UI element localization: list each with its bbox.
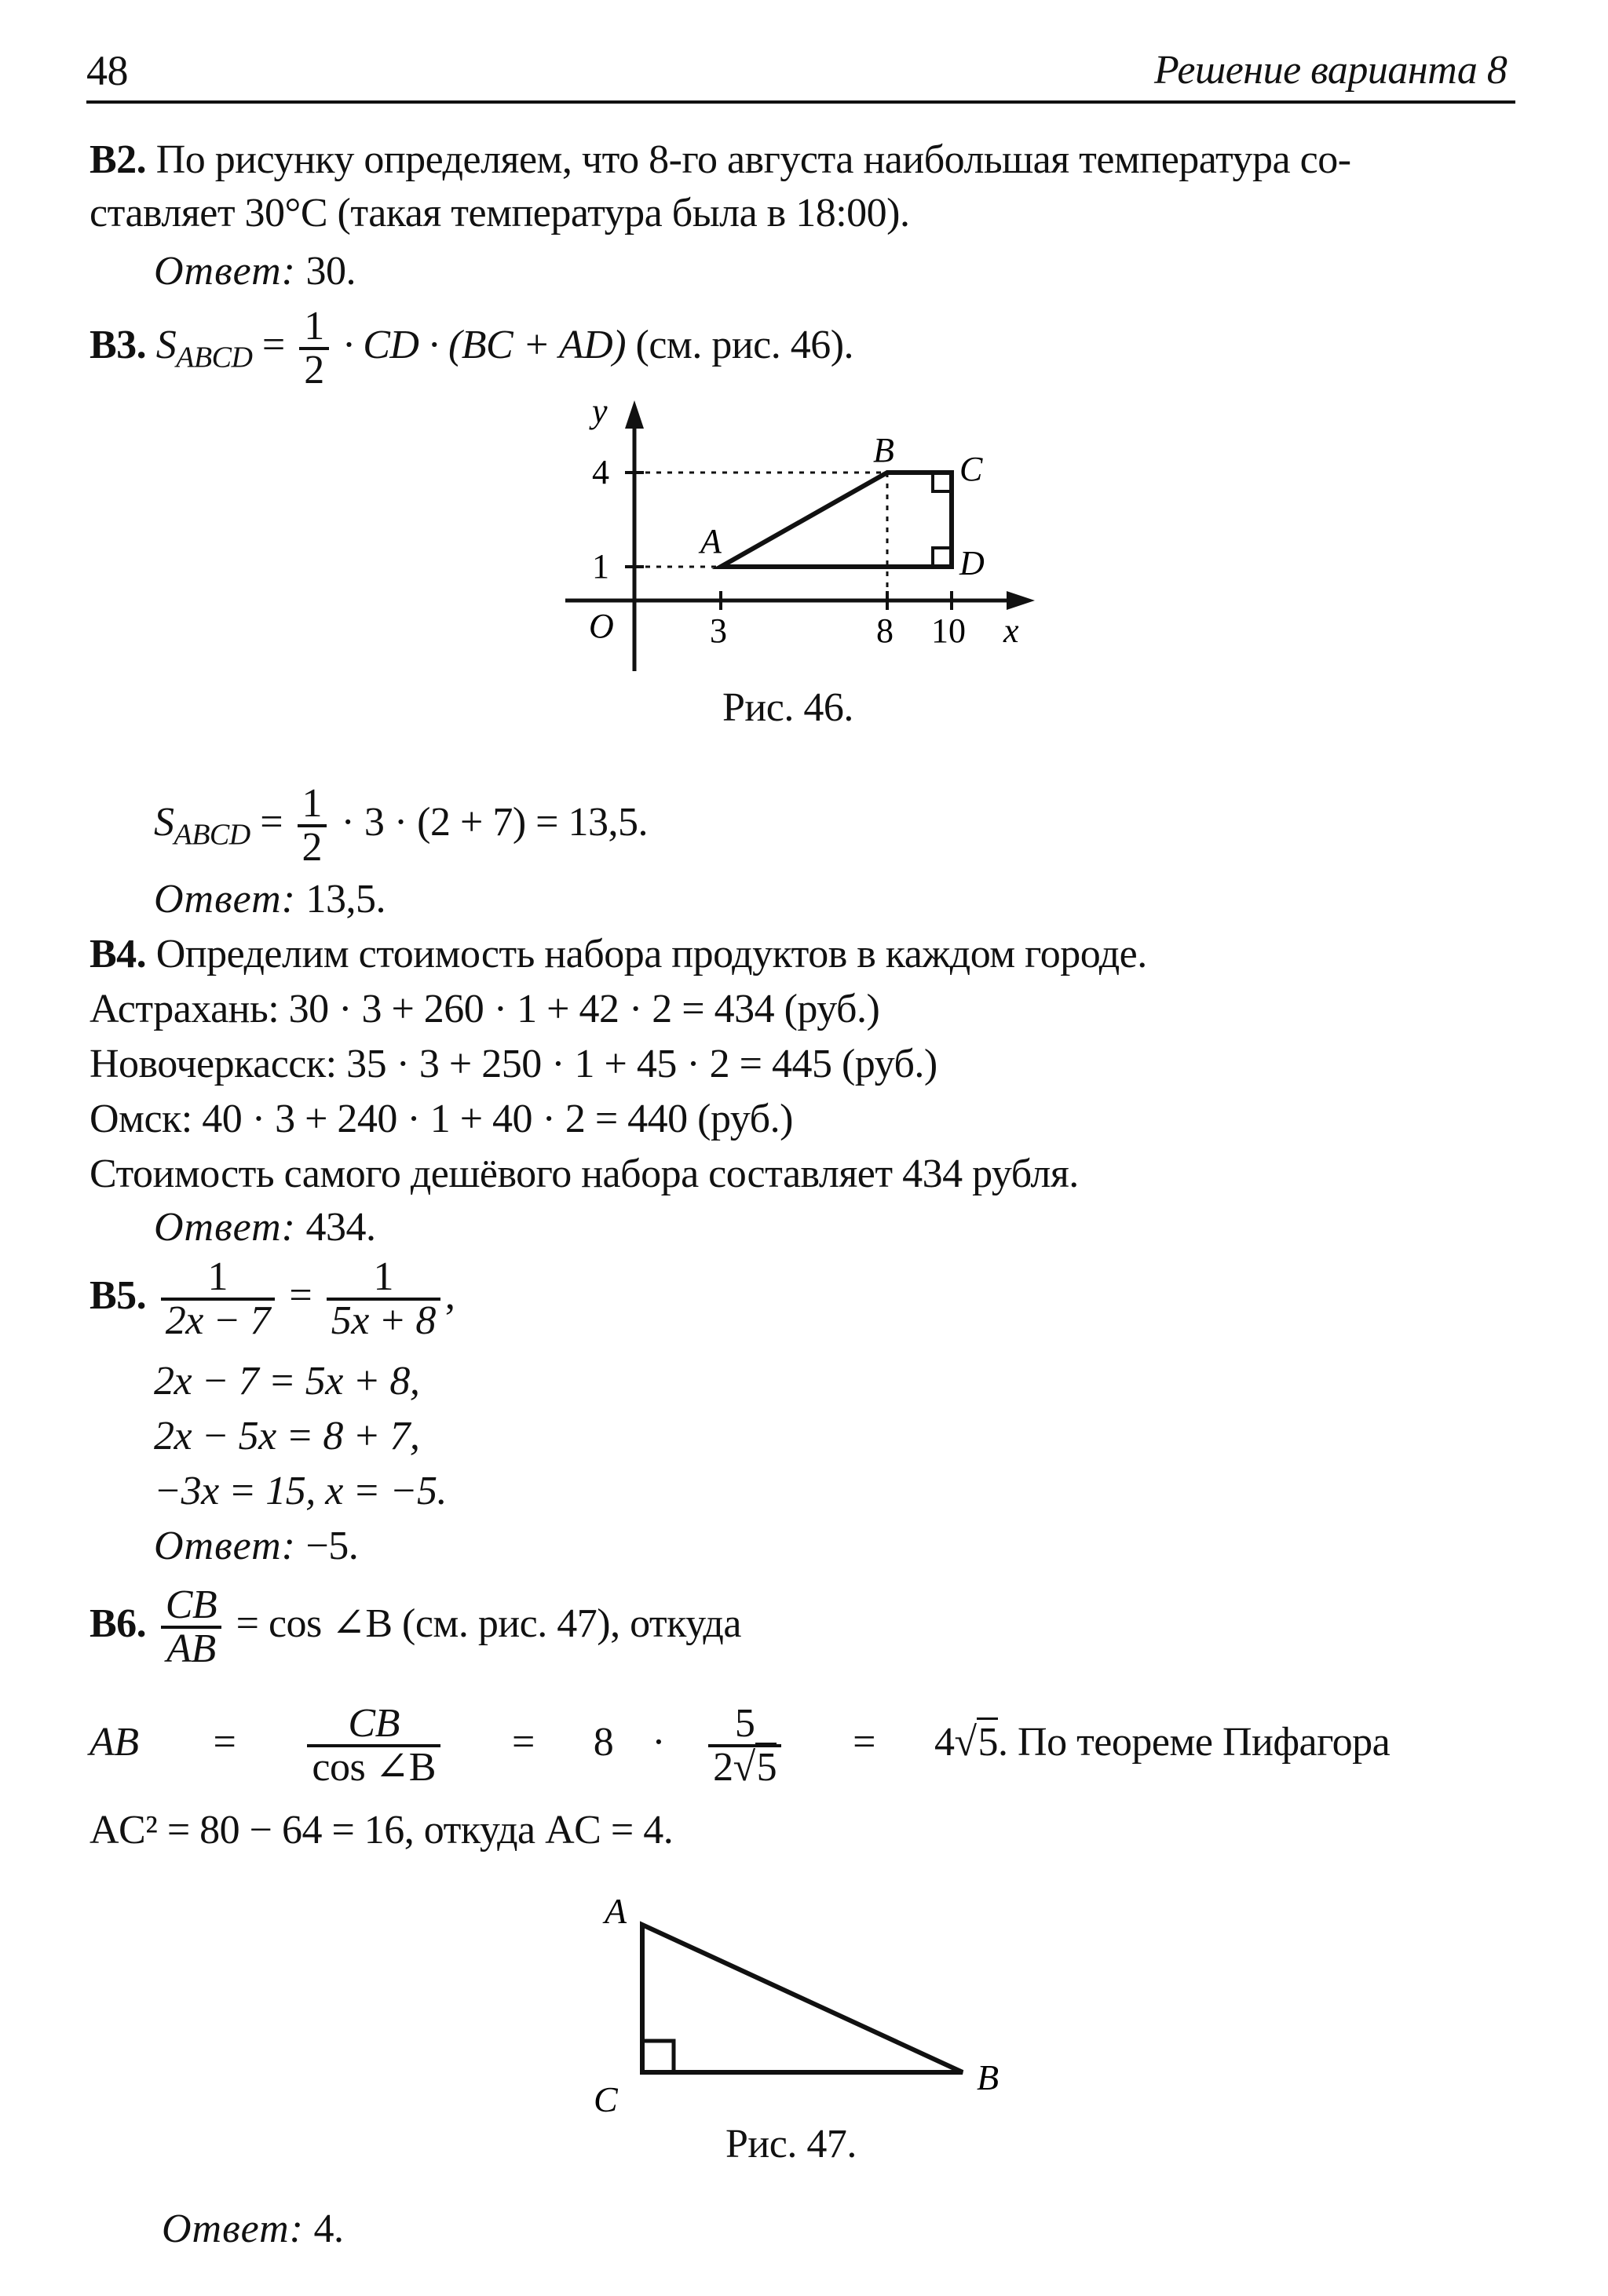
fig46-tick-label-8: 8 xyxy=(876,611,894,650)
b5-answer-value: −5. xyxy=(305,1524,359,1568)
b3-answer xyxy=(154,874,386,925)
fig46-y-arrow xyxy=(625,400,644,429)
b4-answer-value: 434. xyxy=(305,1205,376,1250)
fig46-label-y: y xyxy=(592,392,608,430)
b6-fraction-5 xyxy=(708,1703,781,1788)
b5-f2-num: 1 xyxy=(373,1254,394,1300)
fig46-point-b: B xyxy=(873,431,894,469)
b2-line-1 xyxy=(90,135,1351,185)
b4-line-novocherkassk: Новочеркасск: 35 · 3 + 250 · 1 + 45 · 2 = 445 (руб.) xyxy=(90,1042,937,1086)
fig47-point-c: C xyxy=(594,2079,618,2119)
b4-line-conclusion: Стоимость самого дешёвого набора составляет 434 рубля. xyxy=(90,1152,1079,1196)
b5-step-2: 2x − 5x = 8 + 7, xyxy=(154,1414,420,1458)
page-number: 48 xyxy=(86,47,128,94)
b6-ab-line xyxy=(90,1697,1526,1788)
b5-answer-label: Ответ: xyxy=(154,1524,296,1568)
b6-f2-num: CB xyxy=(348,1701,400,1747)
b3-calc-eq: = xyxy=(260,800,283,845)
b5-step-3: −3x = 15, x = −5. xyxy=(154,1469,448,1513)
fig46-right-angle-c xyxy=(933,473,952,491)
b3-s: S xyxy=(155,323,177,367)
b6-dot: · xyxy=(652,1720,666,1765)
b5-answer xyxy=(154,1521,358,1571)
b3-calc-frac-num: 1 xyxy=(302,781,323,827)
fig46-point-a: A xyxy=(700,522,722,560)
b6-ab: AB xyxy=(90,1720,139,1765)
fig46-point-c: C xyxy=(959,450,983,488)
b6-f3-den-rad: 5 xyxy=(755,1743,777,1790)
fig46-trapezoid xyxy=(721,473,952,567)
b2-line-2: ставляет 30°C (такая температура была в 18:00). xyxy=(90,191,910,235)
b6-eq-2: = xyxy=(511,1720,535,1765)
b3-calc-fraction xyxy=(298,781,327,871)
b6-result: 4√5 xyxy=(934,1717,998,1765)
b5-step-1: 2x − 7 = 5x + 8, xyxy=(154,1359,420,1404)
fig46-tick-label-1: 1 xyxy=(592,547,609,586)
b6-f2-den: cos ∠B xyxy=(307,1744,440,1788)
fig46-x-arrow xyxy=(1007,591,1035,610)
fig47-triangle xyxy=(642,1925,963,2072)
b3-ref: (см. рис. 46). xyxy=(635,323,854,367)
b4-intro xyxy=(90,929,1147,980)
b2-answer xyxy=(154,246,356,297)
running-title: Решение варианта 8 xyxy=(1154,48,1508,93)
b4-line-omsk: Омск: 40 · 3 + 240 · 1 + 40 · 2 = 440 (руб.) xyxy=(90,1097,793,1141)
b2-answer-value: 30. xyxy=(305,249,356,294)
b2-label: B2. xyxy=(90,137,147,182)
b3-answer-value: 13,5. xyxy=(305,877,386,922)
b5-f1-num: 1 xyxy=(207,1254,228,1300)
fig46-tick-label-3: 3 xyxy=(710,611,727,650)
b3-calc-rest: · 3 · (2 + 7) = 13,5. xyxy=(341,800,648,845)
b6-f-num: CB xyxy=(165,1582,217,1628)
b3-calc-frac-den: 2 xyxy=(298,824,327,868)
b6-rest: = cos ∠B (см. рис. 47), откуда xyxy=(236,1601,741,1646)
b4-line-astrakhan: Астрахань: 30 · 3 + 260 · 1 + 42 · 2 = 434 (руб.) xyxy=(90,987,880,1031)
b6-result-pre: 4 xyxy=(934,1720,955,1765)
b6-formula xyxy=(90,1581,741,1670)
b6-eq-3: = xyxy=(853,1720,875,1765)
figure-47 xyxy=(581,1884,1021,2127)
b2-text-1: По рисунку определяем, что 8-го августа наибольшая температура со- xyxy=(155,137,1351,182)
b3-calc-s-sub: ABCD xyxy=(174,818,250,852)
b5-f2-den: 5x + 8 xyxy=(327,1298,440,1341)
b3-rest: · CD · (BC + AD) xyxy=(343,323,627,367)
b6-answer xyxy=(162,2204,343,2254)
b5-comma: , xyxy=(444,1273,455,1318)
b6-label: B6. xyxy=(90,1601,147,1646)
b6-answer-value: 4. xyxy=(313,2207,344,2251)
fig46-point-d: D xyxy=(959,544,985,582)
fig47-point-a: A xyxy=(605,1891,627,1931)
fig46-label-x: x xyxy=(1003,611,1019,650)
fig46-caption: Рис. 46. xyxy=(722,685,853,730)
b5-fraction-left xyxy=(161,1254,275,1344)
b5-f1-den: 2x − 7 xyxy=(161,1298,275,1341)
b3-eq: = xyxy=(261,323,285,367)
fig46-label-origin: O xyxy=(589,607,614,645)
b5-equation xyxy=(90,1253,455,1344)
fig46-tick-label-4: 4 xyxy=(592,453,609,491)
b3-calc-s: S xyxy=(154,800,174,845)
b6-fraction xyxy=(161,1582,221,1672)
fig46-right-angle-d xyxy=(933,548,952,567)
b5-label: B5. xyxy=(90,1273,147,1318)
b3-frac-num: 1 xyxy=(304,304,324,349)
b6-line-2: AC² = 80 − 64 = 16, откуда AC = 4. xyxy=(90,1808,674,1852)
b6-f-den: AB xyxy=(161,1626,221,1670)
b6-answer-label: Ответ: xyxy=(162,2207,304,2251)
fig46-tick-label-10: 10 xyxy=(931,611,966,650)
b6-eq-1: = xyxy=(213,1720,236,1765)
b3-label: B3. xyxy=(90,323,147,367)
b6-f3-den-pre: 2 xyxy=(713,1745,733,1790)
b4-label: B4. xyxy=(90,932,147,976)
b4-answer-label: Ответ: xyxy=(154,1205,296,1250)
b3-s-sub: ABCD xyxy=(176,341,253,374)
b3-answer-label: Ответ: xyxy=(154,877,296,922)
b6-pythag: . По теореме Пифагора xyxy=(998,1720,1391,1765)
fig47-right-angle xyxy=(642,2041,674,2072)
b3-fraction xyxy=(299,306,329,391)
b6-eight: 8 xyxy=(593,1720,614,1765)
b6-f3-den: 2√5 xyxy=(708,1744,781,1788)
b6-result-rad: 5 xyxy=(977,1717,999,1765)
b5-fraction-right xyxy=(327,1254,440,1344)
b3-calculation xyxy=(154,782,648,875)
figure-46 xyxy=(550,392,1052,683)
b4-answer xyxy=(154,1203,375,1253)
b5-eq: = xyxy=(289,1273,312,1318)
b6-f3-num: 5 xyxy=(734,1701,755,1747)
fig47-caption: Рис. 47. xyxy=(725,2122,857,2166)
header-rule xyxy=(86,100,1515,104)
b4-intro-text: Определим стоимость набора продуктов в каждом городе. xyxy=(155,932,1147,976)
b3-frac-den: 2 xyxy=(299,347,329,391)
b2-answer-label: Ответ: xyxy=(154,249,296,294)
b6-fraction-cb-cos xyxy=(307,1703,440,1788)
b3-formula xyxy=(90,305,853,398)
fig47-point-b: B xyxy=(977,2057,1000,2097)
